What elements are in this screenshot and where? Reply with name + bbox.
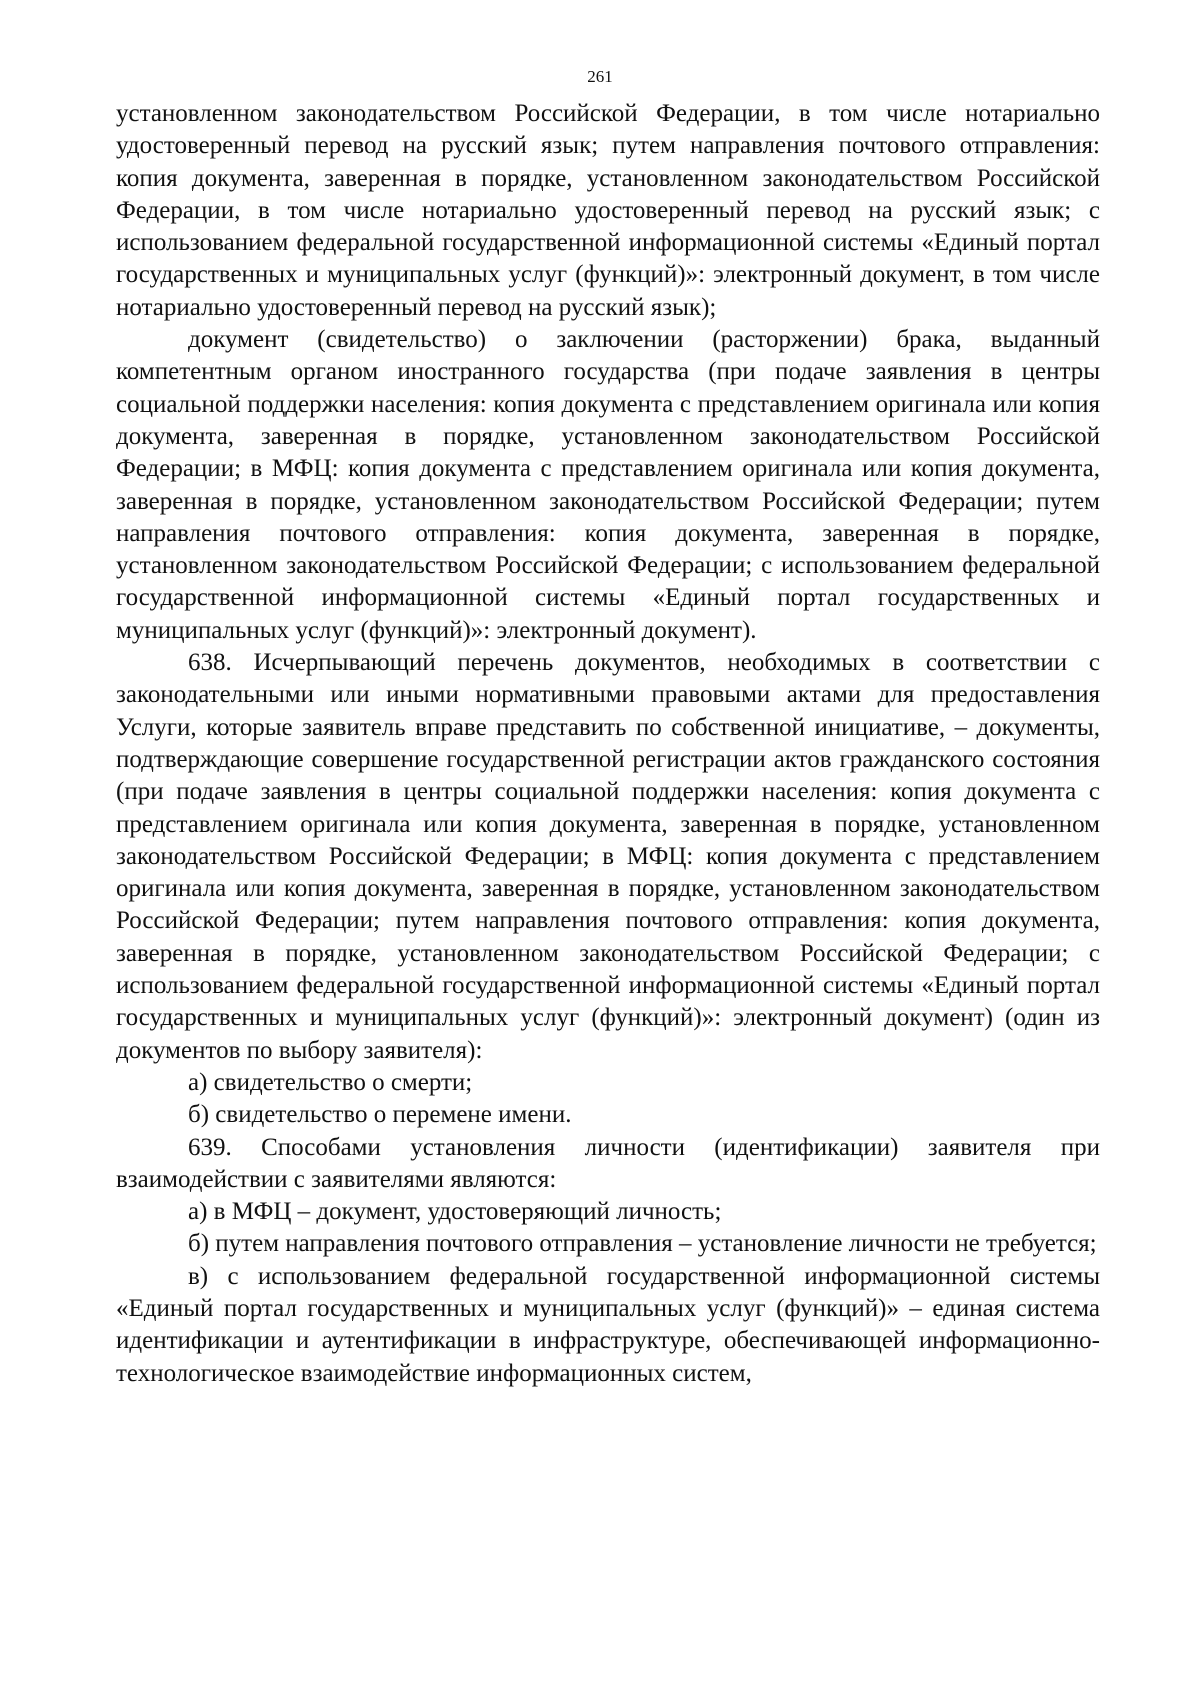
- list-item-postal: б) путем направления почтового отправления – установление личности не требуется;: [188, 1230, 1097, 1258]
- paragraph-marriage-document: документ (свидетельство) о заключении (расторжении) брака, выданный компетентным органом иностранного государства (при подаче заявления в центры социальной поддержки населения: копия документа с представлением оригинала или копия документа, заверенная в порядке, установленном законодательством Российской Федерации; в МФЦ: копия документа с представлением оригинала или копия документа, заверенная в порядке, установленном законодательством Российской Федерации; путем направления почтового отправления: копия документа, заверенная в порядке, установленном законодательством Российской Федерации; с использованием федеральной государственной информационной системы «Единый портал государственных и муниципальных услуг (функций)»: электронный документ).: [116, 326, 1100, 644]
- list-item-mfc: а) в МФЦ – документ, удостоверяющий личность;: [188, 1198, 722, 1226]
- paragraph-clause-639: 639. Способами установления личности (идентификации) заявителя при взаимодействии с заявителями являются:: [116, 1133, 1100, 1193]
- list-item-name-change-certificate: б) свидетельство о перемене имени.: [188, 1101, 572, 1129]
- paragraph-continuation: установленном законодательством Российской Федерации, в том числе нотариально удостоверенный перевод на русский язык; путем направления почтового отправления: копия документа, заверенная в порядке, установленном законодательством Российской Федерации, в том числе нотариально удостоверенный перевод на русский язык; с использованием федеральной государственной информационной системы «Единый портал государственных и муниципальных услуг (функций)»: электронный документ, в том числе нотариально удостоверенный перевод на русский язык);: [116, 100, 1100, 321]
- paragraph-clause-638: 638. Исчерпывающий перечень документов, необходимых в соответствии с законодательными или иными нормативными правовыми актами для предоставления Услуги, которые заявитель вправе представить по собственной инициативе, – документы, подтверждающие совершение государственной регистрации актов гражданского состояния (при подаче заявления в центры социальной поддержки населения: копия документа с представлением оригинала или копия документа, заверенная в порядке, установленном законодательством Российской Федерации; в МФЦ: копия документа с представлением оригинала или копия документа, заверенная в порядке, установленном законодательством Российской Федерации; путем направления почтового отправления: копия документа, заверенная в порядке, установленном законодательством Российской Федерации; с использованием федеральной государственной информационной системы «Единый портал государственных и муниципальных услуг (функций)»: электронный документ) (один из документов по выбору заявителя):: [116, 649, 1100, 1064]
- list-item-portal: в) с использованием федеральной государственной информационной системы «Единый портал государственных и муниципальных услуг (функций)» – единая система идентификации и аутентификации в инфраструктуре, обеспечивающей информационно-технологическое взаимодействие информационных систем,: [116, 1262, 1100, 1387]
- document-body: [116, 98, 1100, 1390]
- list-item-death-certificate: а) свидетельство о смерти;: [188, 1068, 473, 1096]
- page-number: 261: [587, 67, 613, 86]
